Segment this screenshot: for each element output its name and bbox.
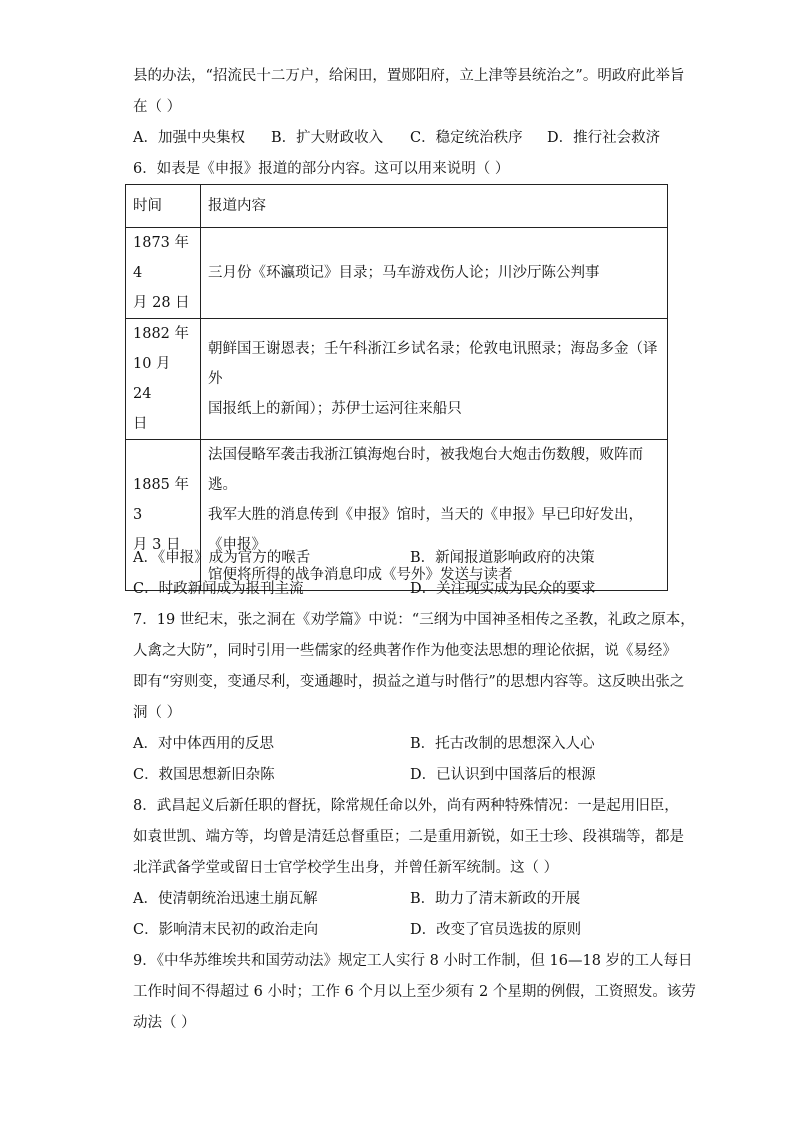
q7-option-d: D．已认识到中国落后的根源: [410, 767, 596, 783]
q8-option-a: A．使清朝统治迅速土崩瓦解: [133, 891, 318, 907]
row-3-content-line-2: 我军大胜的消息传到《申报》馆时，当天的《申报》早已印好发出，《申报》: [208, 507, 643, 553]
table-header-row: [126, 185, 668, 228]
row-2-time: [126, 319, 201, 440]
row-1-content-line-1: 三月份《环瀛琐记》目录；马车游戏伤人论；川沙厅陈公判事: [208, 265, 600, 281]
table-row: [126, 319, 668, 440]
q8-option-b: B．助力了清末新政的开展: [410, 891, 581, 907]
q8-option-d: D．改变了官员选拔的原则: [410, 922, 582, 938]
q7-stem-line-1: 7．19 世纪末，张之洞在《劝学篇》中说：“三纲为中国神圣相传之圣教，礼政之原本，: [133, 612, 695, 628]
row-3-content-line-3: 馆便将所得的战争消息印成《号外》发送与读者: [208, 567, 513, 583]
q5-stem-line-2: 在（ ）: [133, 99, 182, 115]
row-1-content: [201, 228, 668, 319]
table-row: [126, 228, 668, 319]
header-content: 报道内容: [201, 185, 668, 228]
q8-stem-line-2: 如袁世凯、端方等，均曾是清廷总督重臣；二是重用新锐，如王士珍、段祺瑞等，都是: [133, 829, 684, 845]
q6-option-b: B．新闻报道影响政府的决策: [410, 550, 595, 566]
row-2-content: [201, 319, 668, 440]
shenbao-table: [125, 184, 668, 591]
q9-stem-line-2: 工作时间不得超过 6 小时；工作 6 个月以上至少须有 2 个星期的例假，工资照发。该劳: [133, 984, 696, 1000]
q8-option-c: C．影响清末民初的政治走向: [133, 922, 319, 938]
q7-stem-line-4: 洞（ ）: [133, 705, 182, 721]
row-3-time-line-2: 月 3 日: [133, 537, 181, 553]
row-3-time-line-1: 1885 年 3: [133, 477, 190, 523]
q7-stem-line-3: 即有“穷则变，变通尽利，变通趣时，损益之道与时偕行”的思想内容等。这反映出张之: [133, 674, 685, 690]
q9-stem-line-1: 9．《中华苏维埃共和国劳动法》规定工人实行 8 小时工作制，但 16—18 岁的工人每日: [133, 953, 693, 969]
q7-option-a: A．对中体西用的反思: [133, 736, 274, 752]
row-2-time-line-2: 10 月 24: [133, 356, 171, 402]
q8-stem-line-3: 北洋武备学堂或留日士官学校学生出身，并曾任新军统制。这（ ）: [133, 860, 559, 876]
q7-option-b: B．托古改制的思想深入人心: [410, 736, 595, 752]
q5-option-c: C．稳定统治秩序: [410, 130, 523, 146]
q6-option-d: D．关注现实成为民众的要求: [410, 581, 596, 597]
row-1-time-line-2: 月 28 日: [133, 295, 190, 311]
row-2-content-line-1: 朝鲜国王谢恩表；壬午科浙江乡试名录；伦敦电讯照录；海岛多金（译外: [208, 341, 658, 387]
q9-stem-line-3: 动法（ ）: [133, 1015, 196, 1031]
row-2-time-line-3: 日: [133, 416, 148, 432]
row-1-time: [126, 228, 201, 319]
row-2-content-line-2: 国报纸上的新闻）；苏伊士运河往来船只: [208, 401, 462, 417]
q6-option-c: C．时政新闻成为报刊主流: [133, 581, 304, 597]
q8-stem-line-1: 8．武昌起义后新任职的督抚，除常规任命以外，尚有两种特殊情况：一是起用旧臣，: [133, 798, 679, 814]
q5-option-a: A．加强中央集权: [133, 130, 245, 146]
q5-option-d: D．推行社会救济: [547, 130, 661, 146]
q7-stem-line-2: 人禽之大防”，同时引用一些儒家的经典著作作为他变法思想的理论依据，说《易经》: [133, 643, 677, 659]
q6-stem: 6．如表是《申报》报道的部分内容。这可以用来说明（ ）: [133, 161, 510, 177]
q5-stem-line-1: 县的办法，“招流民十二万户，给闲田，置郧阳府，立上津等县统治之”。明政府此举旨: [133, 68, 685, 84]
row-2-time-line-1: 1882 年: [133, 326, 190, 342]
row-1-time-line-1: 1873 年 4: [133, 235, 190, 281]
header-time: 时间: [126, 185, 201, 228]
q6-option-a: A．《申报》成为官方的喉舌: [133, 550, 311, 566]
q5-option-b: B．扩大财政收入: [271, 130, 384, 146]
q7-option-c: C．救国思想新旧杂陈: [133, 767, 275, 783]
row-3-content-line-1: 法国侵略军袭击我浙江镇海炮台时，被我炮台大炮击伤数艘，败阵而逃。: [208, 447, 643, 493]
